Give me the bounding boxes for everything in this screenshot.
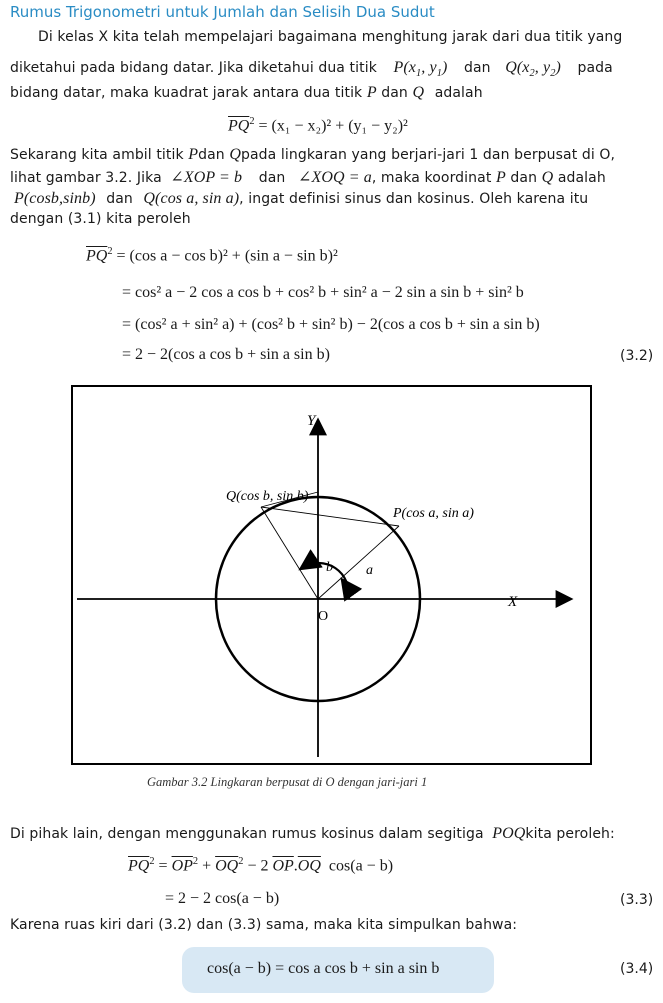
- origin-label: O: [318, 609, 329, 624]
- section-heading: Rumus Trigonometri untuk Jumlah dan Selisih Dua Sudut: [10, 3, 435, 21]
- distance-equation: $\overline{PQ}^2 = (x_1 - x_2)^2 + (y_1 - y_2)^2$: [228, 116, 408, 135]
- y-axis-label: Y: [307, 413, 316, 429]
- cosine-rule-line2: = 2 − 2 cos(a − b): [165, 890, 280, 907]
- unit-circle-diagram: [71, 385, 592, 765]
- p-point-label: P(cos a, sin a): [393, 506, 474, 521]
- equation-number-3-2: (3.2): [620, 348, 654, 364]
- x-axis-label: X: [508, 594, 518, 610]
- conclusion-text: Karena ruas kiri dari (3.2) dan (3.3) sama, maka kita simpulkan bahwa:: [10, 917, 518, 933]
- para3-line1: Di pihak lain, dengan menggunakan rumus kosinus dalam segitiga POQkita peroleh:: [10, 825, 615, 842]
- angle-b-label: b: [326, 560, 333, 575]
- cosine-rule-line1: $\overline{PQ}^2 = \overline{OP}^2 + \overline{OQ}^2 - 2$ $\overline{OP}.\overline{OQ}$ cos(a − b): [128, 856, 394, 875]
- derivation-line3: = (cos² a + sin² a) + (cos² b + sin² b) − 2(cos a cos b + sin a sin b): [122, 316, 540, 333]
- para1-line2: diketahui pada bidang datar. Jika diketahui dua titik $P(x_1$, $y_1$) dan $Q(x_2$, $y_2$) pada: [10, 59, 613, 80]
- para2-line3: P(cosb,sinb) dan Q(cos a, sin a), ingat definisi sinus dan kosinus. Oleh karena itu: [14, 190, 589, 207]
- radius-oq: [261, 507, 318, 599]
- equation-number-3-4: (3.4): [620, 961, 654, 977]
- para1-line3: bidang datar, maka kuadrat jarak antara dua titik P dan Q adalah: [10, 84, 483, 101]
- derivation-line2: = cos² a − 2 cos a cos b + cos² b + sin² a − 2 sin a sin b + sin² b: [122, 284, 524, 301]
- equation-number-3-3: (3.3): [620, 892, 654, 908]
- angle-a-label: a: [366, 563, 373, 578]
- derivation-line4: = 2 − 2(cos a cos b + sin a sin b): [122, 346, 330, 363]
- final-equation: cos(a − b) = cos a cos b + sin a sin b: [207, 960, 440, 977]
- figure-caption: Gambar 3.2 Lingkaran berpusat di O dengan jari-jari 1: [147, 775, 428, 789]
- para2-line4: dengan (3.1) kita peroleh: [10, 211, 191, 227]
- q-point-label: Q(cos b, sin b): [226, 489, 309, 504]
- para1-line1: Di kelas X kita telah mempelajari bagaimana menghitung jarak dari dua titik yang: [38, 29, 623, 45]
- para2-line2: lihat gambar 3.2. Jika ∠XOP = b dan ∠XOQ = a, maka koordinat P dan Q adalah: [10, 169, 606, 186]
- para2-line1: Sekarang kita ambil titik Pdan Qpada lingkaran yang berjari-jari 1 dan berpusat di O,: [10, 146, 616, 163]
- derivation-line1: $\overline{PQ}^2 = (\cos$ a − cos b)² + (sin a − sin b)²: [86, 246, 338, 265]
